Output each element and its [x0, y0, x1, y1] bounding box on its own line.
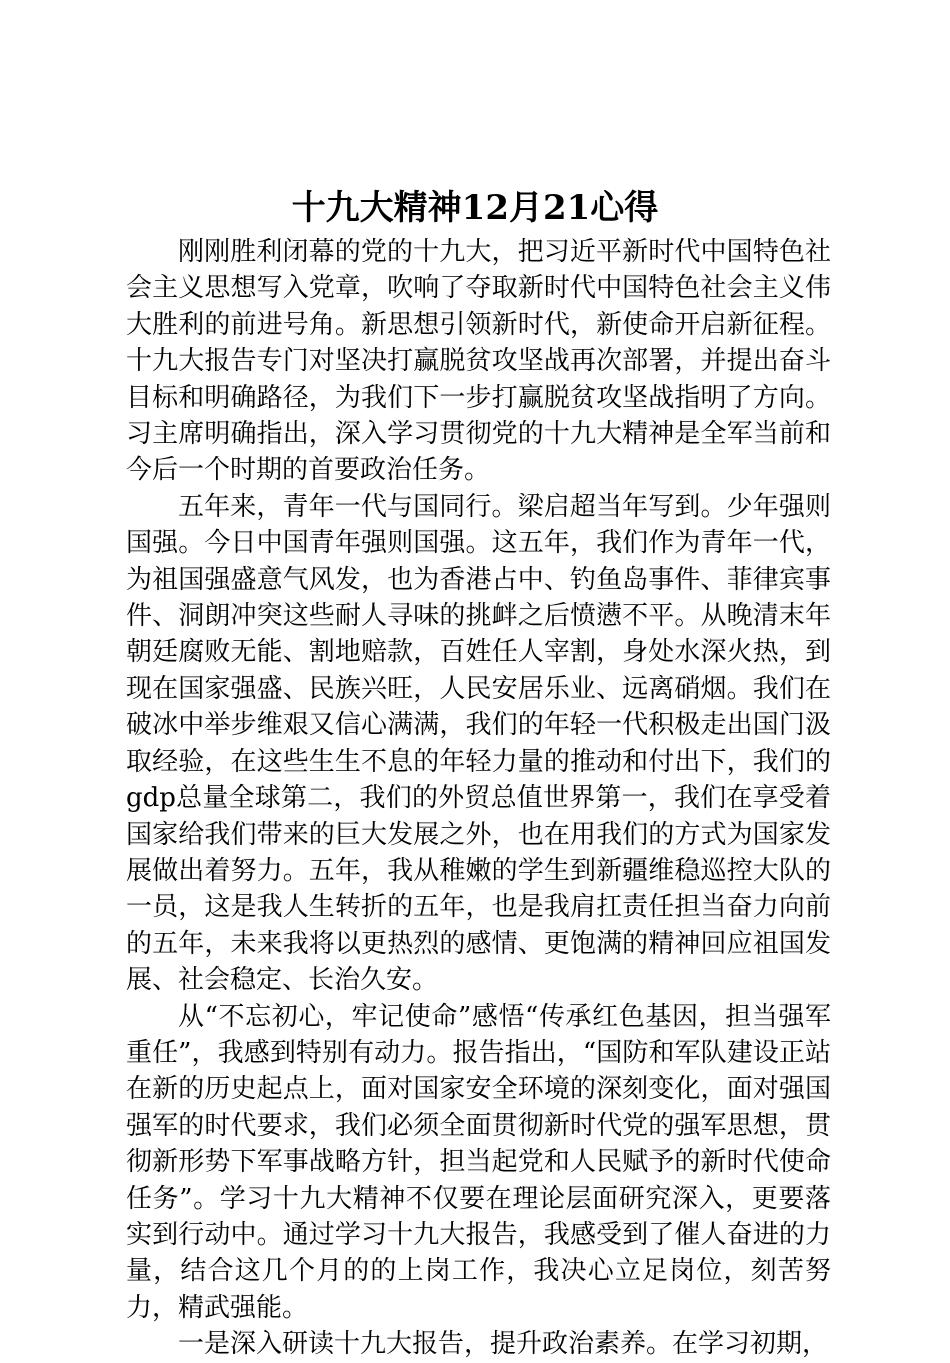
document-body	[126, 234, 831, 1363]
document-title: 十九大精神12月21心得	[291, 188, 659, 228]
paragraph-4: 一是深入研读十九大报告，提升政治素养。在学习初期，	[178, 1329, 829, 1360]
paragraph-3: 从“不忘初心，牢记使命”感悟“传承红色基因，担当强军重任”，我感到特别有动力。报告指出，“国防和军队建设正站在新的历史起点上，面对国家安全环境的深刻变化，面对强国强军的时代要求，我们必须全面贯彻新时代党的强军思想，贯彻新形势下军事战略方针，担当起党和人民赋予的新时代使命任务”。学习十九大精神不仅要在理论层面研究深入，更要落实到行动中。通过学习十九大报告，我感受到了催人奋进的力量，结合这几个月的的上岗工作，我决心立足岗位，刻苦努力，精武强能。	[126, 1001, 831, 1323]
paragraph-2: 五年来，青年一代与国同行。梁启超当年写到。少年强则国强。今日中国青年强则国强。这五年，我们作为青年一代，为祖国强盛意气风发，也为香港占中、钓鱼岛事件、菲律宾事件、洞朗冲突这些耐人寻味的挑衅之后愤懑不平。从晚清末年朝廷腐败无能、割地赔款，百姓任人宰割，身处水深火热，到现在国家强盛、民族兴旺，人民安居乐业、远离硝烟。我们在破冰中举步维艰又信心满满，我们的年轻一代积极走出国门汲取经验，在这些生生不息的年轻力量的推动和付出下，我们的gdp总量全球第二，我们的外贸总值世界第一，我们在享受着国家给我们带来的巨大发展之外，也在用我们的方式为国家发展做出着努力。五年，我从稚嫩的学生到新疆维稳巡控大队的一员，这是我人生转折的五年，也是我肩扛责任担当奋力向前的五年，未来我将以更热烈的感情、更饱满的精神回应祖国发展、社会稳定、长治久安。	[126, 491, 831, 996]
paragraph-1: 刚刚胜利闭幕的党的十九大，把习近平新时代中国特色社会主义思想写入党章，吹响了夺取新时代中国特色社会主义伟大胜利的前进号角。新思想引领新时代，新使命开启新征程。十九大报告专门对坚决打赢脱贫攻坚战再次部署，并提出奋斗目标和明确路径，为我们下一步打赢脱贫攻坚战指明了方向。习主席明确指出，深入学习贯彻党的十九大精神是全军当前和今后一个时期的首要政治任务。	[126, 237, 831, 486]
